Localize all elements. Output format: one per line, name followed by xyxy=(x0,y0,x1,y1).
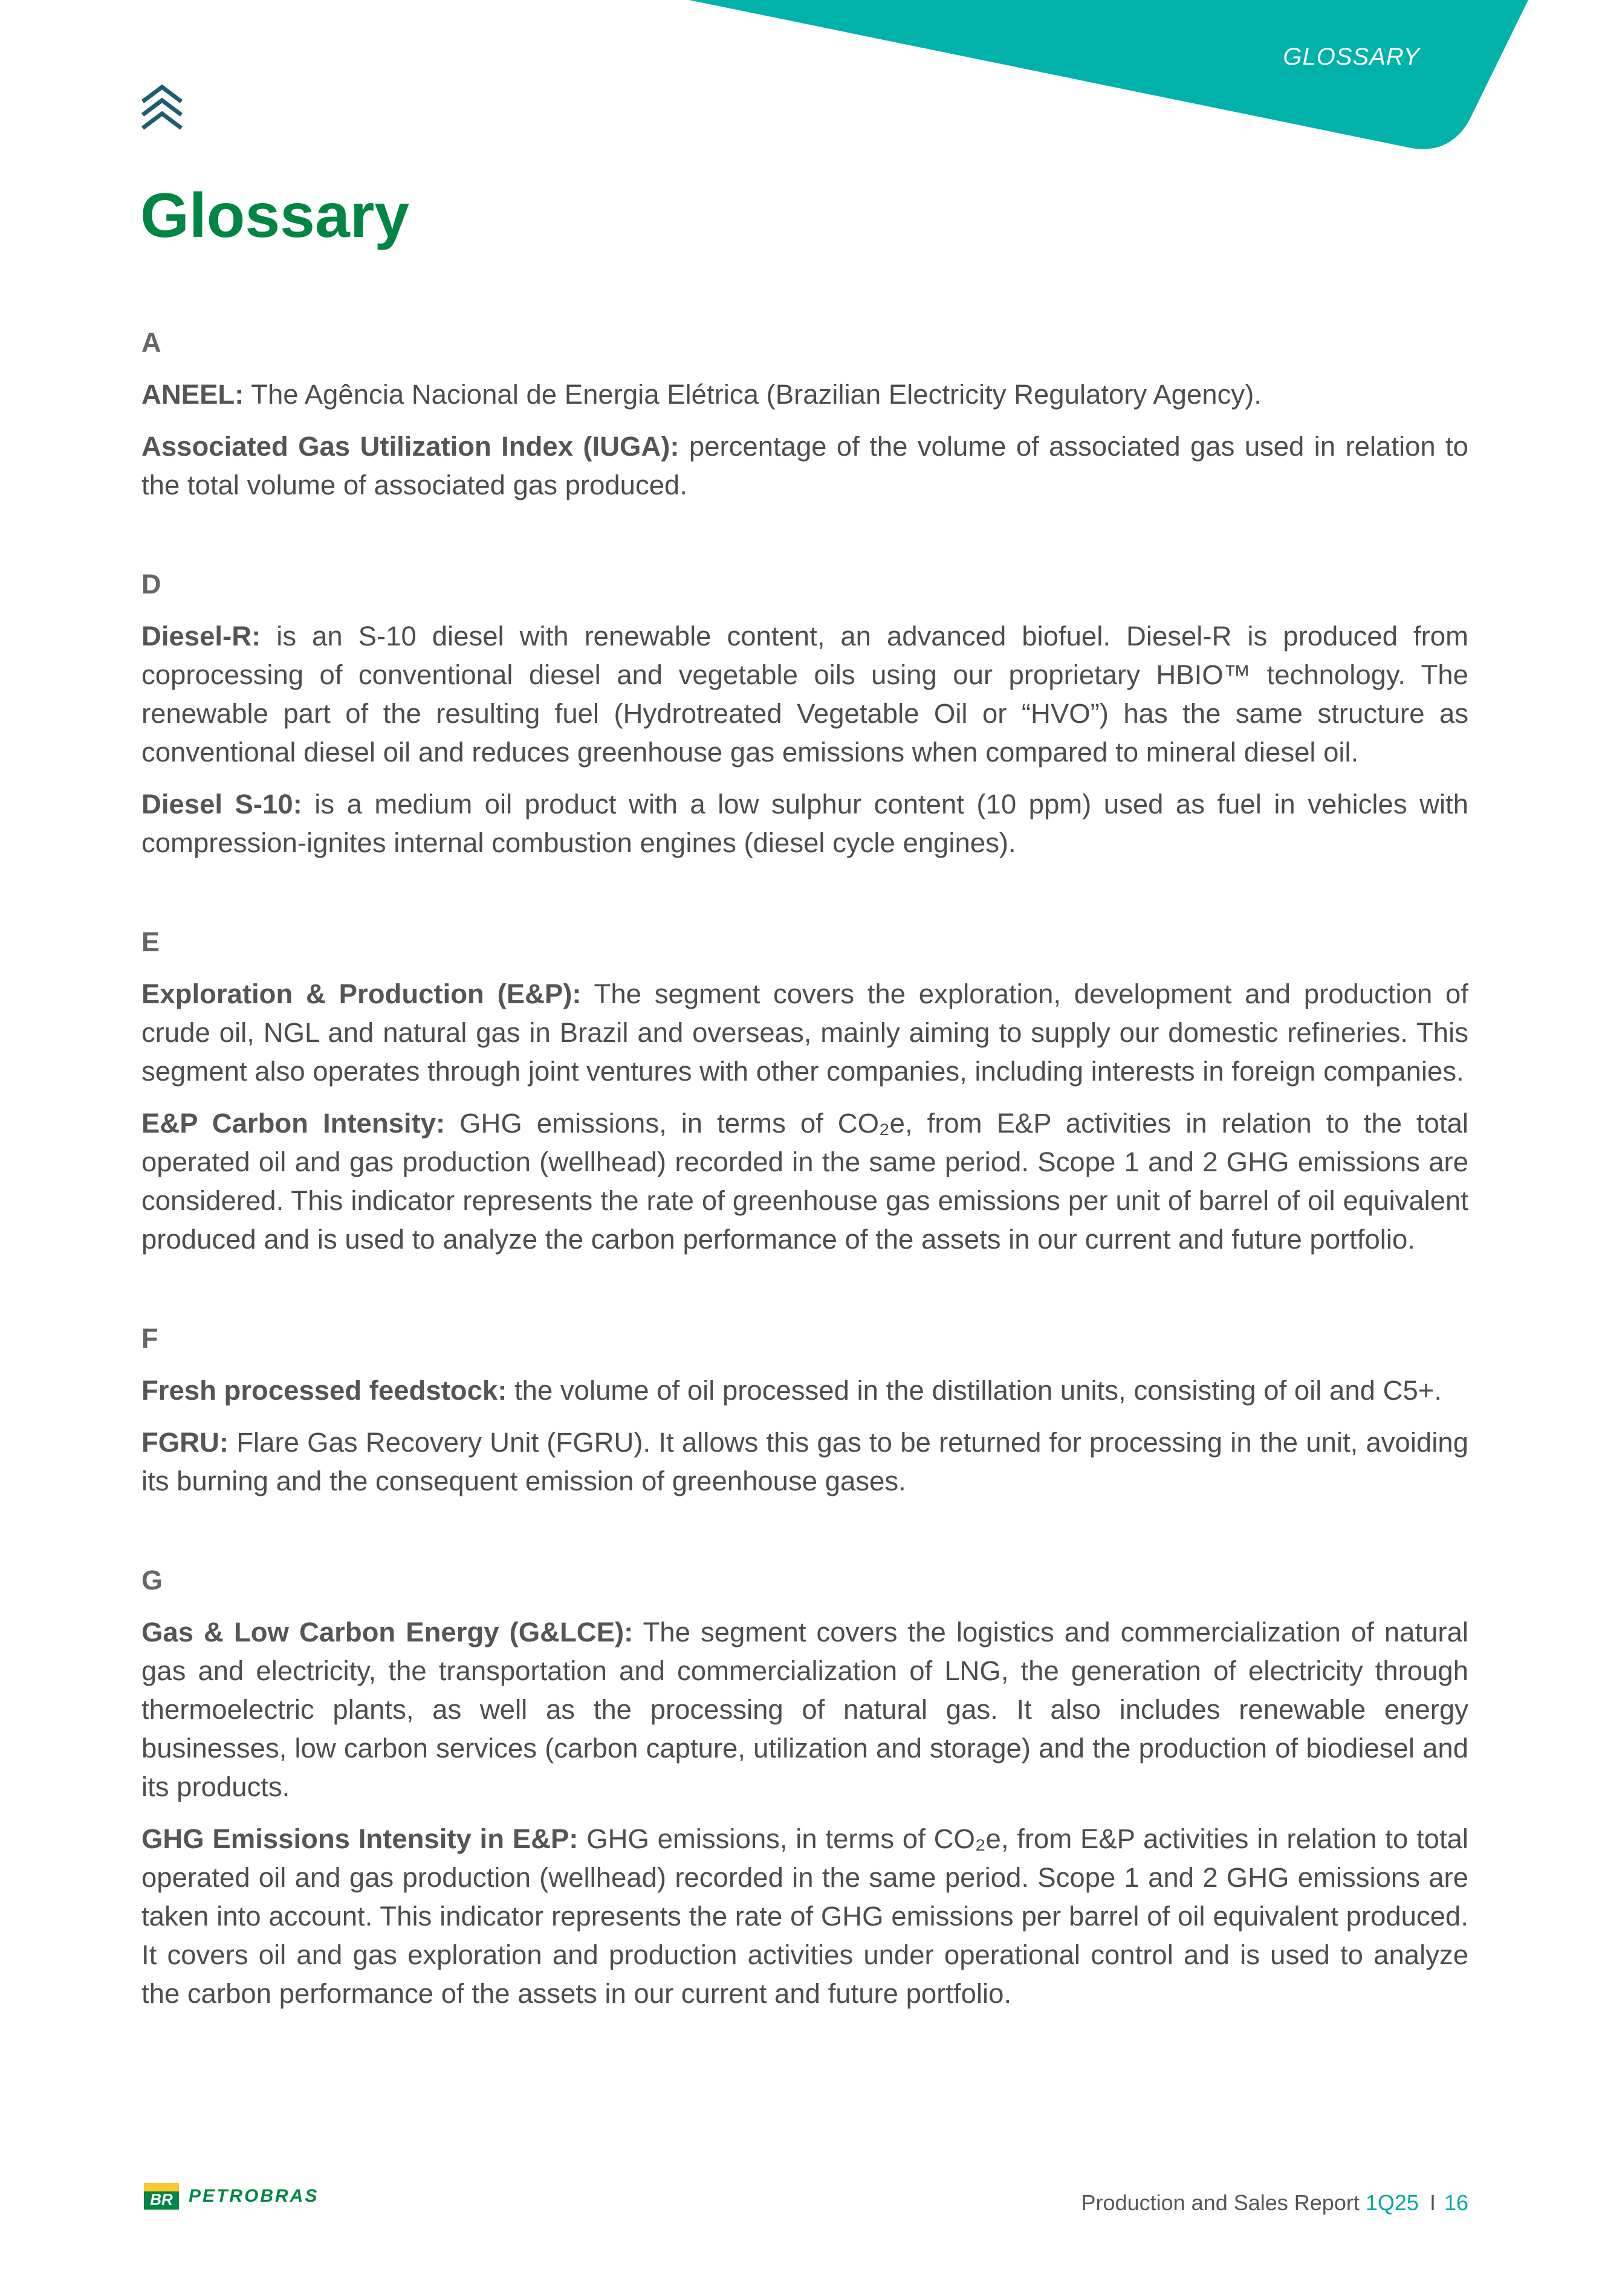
entry-term: Associated Gas Utilization Index (IUGA): xyxy=(141,431,679,462)
entry-definition: percentage of the volume of associated gas used in relation to the total volume of associated gas produced. xyxy=(141,431,1468,500)
entry-definition: GHG emissions, in terms of CO₂e, from E&P activities in relation to the total operated oil and gas production (wellhead) recorded in the same period. Scope 1 and 2 GHG emissions are considered. This indicator represents the rate of greenhouse gas emissions per unit of barrel of oil equivalent produced and is used to analyze the carbon performance of the assets in our current and future portfolio. xyxy=(141,1108,1468,1255)
entry-definition: is an S-10 diesel with renewable content, an advanced biofuel. Diesel-R is produced from coprocessing of conventional diesel and vegetable oils using our proprietary HBIO™ technology. The renewable part of the resulting fuel (Hydrotreated Vegetable Oil or “HVO”) has the same structure as conventional diesel oil and reduces greenhouse gas emissions when compared to mineral diesel oil. xyxy=(141,621,1468,768)
logo-text: PETROBRAS xyxy=(189,2186,319,2206)
entry-definition: Flare Gas Recovery Unit (FGRU). It allows this gas to be returned for processing in the unit, avoiding its burning and the consequent emission of greenhouse gases. xyxy=(141,1427,1468,1496)
entry-definition: The segment covers the exploration, development and production of crude oil, NGL and natural gas in Brazil and overseas, mainly aiming to supply our domestic refineries. This segment also operates through joint ventures with other companies, including interests in foreign companies. xyxy=(141,978,1468,1087)
section-letter: G xyxy=(141,1565,163,1596)
glossary-entry xyxy=(141,975,1468,1091)
glossary-entry xyxy=(141,1613,1468,1806)
glossary-entry xyxy=(141,785,1468,862)
report-quarter: 1Q25 xyxy=(1365,2190,1419,2215)
section-letter: E xyxy=(141,926,160,957)
petrobras-logo xyxy=(144,2183,319,2210)
report-title: Production and Sales Report xyxy=(1081,2190,1360,2215)
entry-term: Diesel S-10: xyxy=(141,789,302,820)
glossary-entry xyxy=(141,617,1468,772)
page-title: Glossary xyxy=(140,181,410,251)
glossary-section-g xyxy=(141,1561,1468,2013)
entry-definition: is a medium oil product with a low sulphur content (10 ppm) used as fuel in vehicles with compression-ignites internal combustion engines (diesel cycle engines). xyxy=(141,789,1468,858)
entry-term: FGRU: xyxy=(141,1427,229,1458)
section-letter: D xyxy=(141,569,161,600)
glossary-section-d xyxy=(141,565,1468,862)
page-number: 16 xyxy=(1444,2190,1468,2215)
entry-definition: The Agência Nacional de Energia Elétrica (Brazilian Electricity Regulatory Agency). xyxy=(244,379,1262,410)
footer-separator: I xyxy=(1429,2190,1436,2215)
logo-badge-text: BR xyxy=(150,2190,173,2208)
section-letter: F xyxy=(141,1323,158,1354)
entry-definition: the volume of oil processed in the distillation units, consisting of oil and C5+. xyxy=(507,1375,1442,1406)
entry-term: Fresh processed feedstock: xyxy=(141,1375,507,1406)
glossary-entry xyxy=(141,1423,1468,1501)
chevron-up-double-icon[interactable] xyxy=(140,83,184,132)
glossary-entry xyxy=(141,1371,1468,1410)
section-letter: A xyxy=(141,327,161,358)
glossary-section-f xyxy=(141,1319,1468,1501)
glossary-entry xyxy=(141,1820,1468,2013)
petrobras-logo-icon xyxy=(144,2183,179,2210)
entry-term: Gas & Low Carbon Energy (G&LCE): xyxy=(141,1617,634,1648)
glossary-entry xyxy=(141,375,1468,414)
entry-term: GHG Emissions Intensity in E&P: xyxy=(141,1823,579,1854)
glossary-entry xyxy=(141,1104,1468,1259)
entry-term: E&P Carbon Intensity: xyxy=(141,1108,446,1139)
entry-term: ANEEL: xyxy=(141,379,244,410)
entry-definition: GHG emissions, in terms of CO₂e, from E&P activities in relation to total operated oil and gas production (wellhead) recorded in the same period. Scope 1 and 2 GHG emissions are taken into account. This indicator represents the rate of GHG emissions per barrel of oil equivalent produced. It covers oil and gas exploration and production activities under operational control and is used to analyze the carbon performance of the assets in our current and future portfolio. xyxy=(141,1823,1468,2009)
glossary-entry xyxy=(141,427,1468,505)
header-banner xyxy=(0,0,1605,157)
entry-term: Diesel-R: xyxy=(141,621,261,652)
glossary-section-e xyxy=(141,923,1468,1259)
entry-term: Exploration & Production (E&P): xyxy=(141,978,582,1009)
footer-page-info xyxy=(1081,2190,1468,2216)
entry-definition: The segment covers the logistics and commercialization of natural gas and electricity, the transportation and commercialization of LNG, the generation of electricity through thermoelectric plants, as well as the processing of natural gas. It also includes renewable energy businesses, low carbon services (carbon capture, utilization and storage) and the production of biodiesel and its products. xyxy=(141,1617,1468,1802)
section-label: GLOSSARY xyxy=(1283,44,1420,70)
glossary-section-a xyxy=(141,323,1468,505)
glossary-content xyxy=(141,323,1468,2074)
